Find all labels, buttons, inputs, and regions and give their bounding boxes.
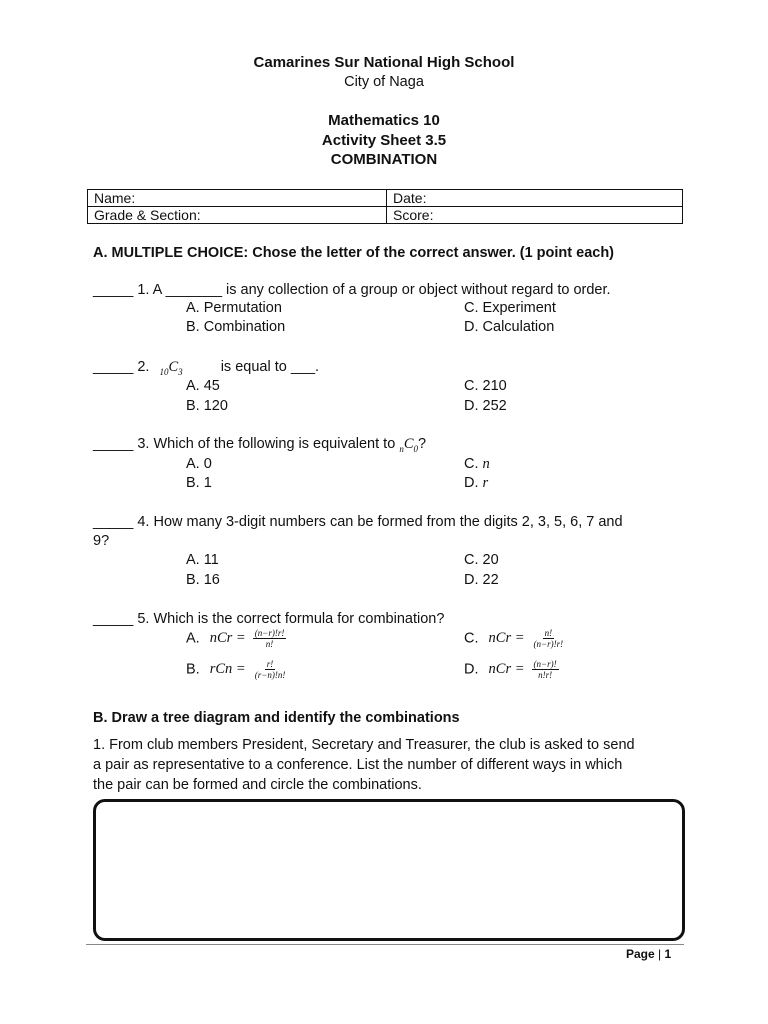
q3-text: _____ 3. Which of the following is equivalent to $_nC_0$? — [93, 436, 427, 454]
q1-option-a[interactable]: A. Permutation — [186, 300, 282, 316]
footer-divider — [86, 944, 684, 945]
q3-option-c[interactable]: C. n — [464, 456, 490, 472]
q2-blank: ___. — [290, 359, 320, 375]
q3-option-d[interactable]: D. r — [464, 475, 489, 491]
q2-option-d[interactable]: D. 252 — [464, 398, 507, 414]
q5-text: _____ 5. Which is the correct formula for combination? — [93, 611, 445, 627]
q4-text-line2: 9? — [93, 533, 110, 549]
section-b-line2: a pair as representative to a conference. List the number of different ways in which — [93, 757, 623, 773]
name-label: Name: — [94, 190, 136, 206]
q2-option-a[interactable]: A. 45 — [186, 378, 220, 394]
section-a-title: A. MULTIPLE CHOICE: Chose the letter of the correct answer. (1 point each) — [93, 245, 615, 261]
page-separator: | — [658, 947, 662, 961]
section-b-line3: the pair can be formed and circle the combinations. — [93, 777, 422, 793]
q2-expression: $_{10}C_3$ — [159, 359, 183, 377]
q5-c-fraction: $\frac{n!}{(n-r)!r!}$ — [533, 628, 564, 649]
q5-option-c[interactable]: C. nCr = $\frac{n!}{(n-r)!r!}$ — [464, 628, 564, 649]
q4-option-c[interactable]: C. 20 — [464, 552, 499, 568]
activity-title: Activity Sheet 3.5 — [321, 132, 447, 149]
city-name: City of Naga — [344, 74, 424, 90]
q2-suffix: is equal to — [220, 359, 287, 375]
q5-d-fraction: $\frac{(n-r)!}{n!r!}$ — [533, 659, 557, 680]
q5-a-fraction: $\frac{(n-r)!r!}{n!}$ — [254, 628, 285, 649]
q2-option-b[interactable]: B. 120 — [186, 398, 228, 414]
q2-prefix: _____ 2. — [93, 359, 150, 375]
school-name: Camarines Sur National High School — [253, 54, 515, 71]
q4-option-a[interactable]: A. 11 — [186, 552, 219, 568]
q5-option-b[interactable]: B. rCn = $\frac{r!}{(r-n)!n!}$ — [186, 659, 286, 680]
q4-text-line1: _____ 4. How many 3-digit numbers can be formed from the digits 2, 3, 5, 6, 7 and — [93, 514, 623, 530]
q1-option-c[interactable]: C. Experiment — [464, 300, 556, 316]
q1-text: _____ 1. A _______ is any collection of a group or object without regard to order. — [93, 282, 611, 298]
grade-label: Grade & Section: — [94, 207, 201, 223]
q2-text — [93, 359, 319, 377]
q3-option-a[interactable]: A. 0 — [186, 456, 212, 472]
q3-expression: $_nC_0$ — [399, 436, 418, 454]
section-b-line1: 1. From club members President, Secretary and Treasurer, the club is asked to send — [93, 737, 635, 753]
q4-option-b[interactable]: B. 16 — [186, 572, 220, 588]
answer-box[interactable] — [93, 799, 685, 941]
q1-option-b[interactable]: B. Combination — [186, 319, 286, 335]
page-number: 1 — [664, 947, 672, 961]
score-label: Score: — [393, 207, 434, 223]
q5-option-d[interactable]: D. nCr = $\frac{(n-r)!}{n!r!}$ — [464, 659, 557, 680]
name-cell[interactable] — [88, 190, 387, 207]
q4-option-d[interactable]: D. 22 — [464, 572, 499, 588]
date-label: Date: — [393, 190, 427, 206]
q5-b-fraction: $\frac{r!}{(r-n)!n!}$ — [254, 659, 286, 680]
section-b-title: B. Draw a tree diagram and identify the combinations — [93, 710, 460, 726]
page-label: Page — [626, 947, 655, 961]
score-cell[interactable] — [387, 207, 683, 224]
student-info-table — [87, 189, 683, 224]
page-footer — [626, 947, 671, 961]
topic-title: COMBINATION — [330, 151, 438, 168]
q3-option-b[interactable]: B. 1 — [186, 475, 212, 491]
q1-option-d[interactable]: D. Calculation — [464, 319, 555, 335]
date-cell[interactable] — [387, 190, 683, 207]
q2-option-c[interactable]: C. 210 — [464, 378, 507, 394]
subject-title: Mathematics 10 — [328, 112, 440, 129]
q5-option-a[interactable]: A. nCr = $\frac{(n-r)!r!}{n!}$ — [186, 628, 285, 649]
grade-cell[interactable] — [88, 207, 387, 224]
